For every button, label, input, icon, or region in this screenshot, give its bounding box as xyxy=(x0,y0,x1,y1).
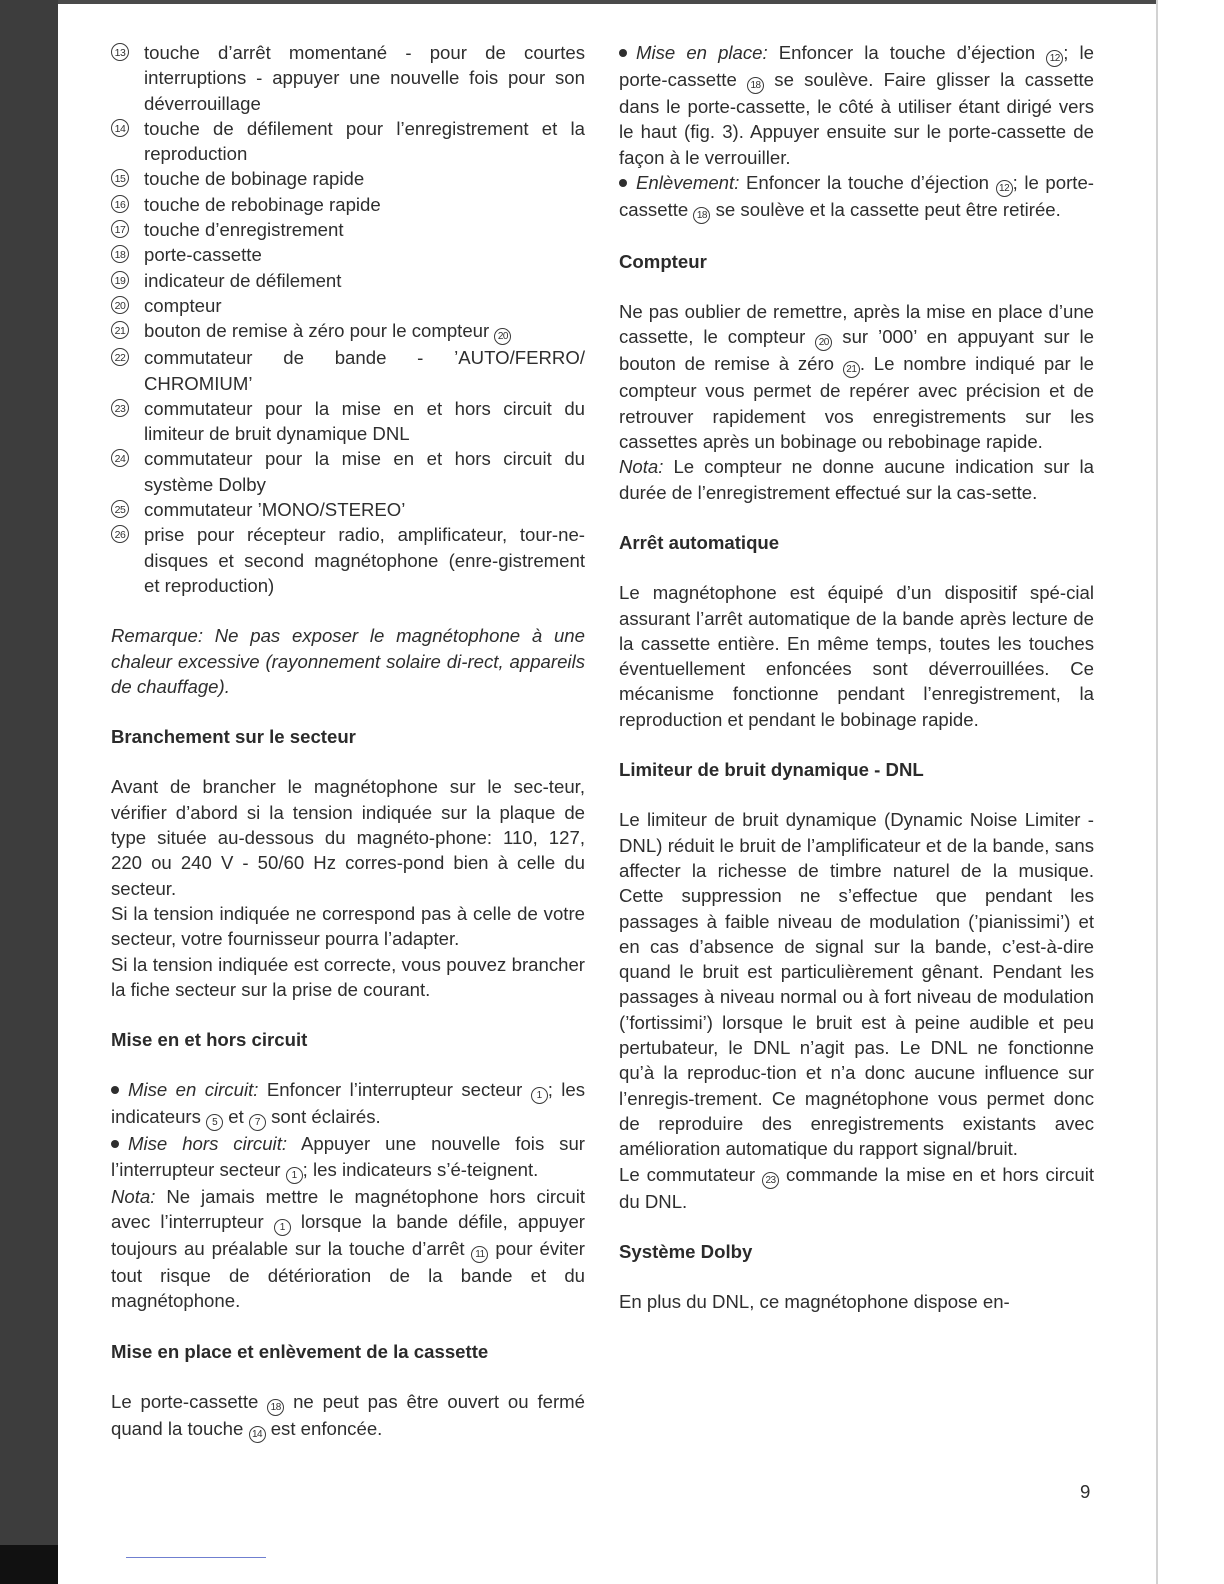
ref-number: 18 xyxy=(693,207,710,224)
item-text: touche de rebobinage rapide xyxy=(144,193,381,215)
scan-edge-left xyxy=(0,0,58,1584)
item-text: compteur xyxy=(144,294,222,316)
paragraph-nota xyxy=(111,1184,585,1314)
label: Mise en circuit: xyxy=(128,1079,259,1101)
ref-number: 18 xyxy=(747,77,764,94)
paragraph-enlevement xyxy=(619,170,1094,224)
item-text: commutateur de bande - ’AUTO/FERRO/ CHROMIUM’ xyxy=(144,347,585,394)
paragraph: En plus du DNL, ce magnétophone dispose en- xyxy=(619,1291,1010,1313)
list-item xyxy=(111,396,585,447)
ref-number: 1 xyxy=(286,1167,303,1184)
bullet-icon xyxy=(619,49,627,57)
label: Enlèvement: xyxy=(636,171,740,193)
paragraph: Le magnétophone est équipé d’un dispositif spé-cial assurant l’arrêt automatique de la bande après lecture de la cassette entière. En même temps, toutes les touches éventuellement enfoncées sont déverrouillées. Ce mécanisme fonctionne pendant l’enregistrement, la reproduction et pendant le bobinage rapide. xyxy=(619,582,1094,730)
paragraph-nota xyxy=(619,454,1094,505)
section-title-dolby: Système Dolby xyxy=(619,1240,753,1262)
ref-number: 20 xyxy=(494,328,511,345)
ref-number: 20 xyxy=(815,334,832,351)
text: ; les indicateurs s’é-teignent. xyxy=(302,1158,539,1180)
item-number: 19 xyxy=(111,271,129,289)
list-item xyxy=(111,242,585,267)
paragraph xyxy=(619,299,1094,454)
text: Ne pas oublier de remettre, après la mise en place d’une cassette, le compteur xyxy=(619,301,1094,348)
paragraph-mise-en-place xyxy=(619,40,1094,170)
remark xyxy=(111,623,585,699)
section-title-branchement: Branchement sur le secteur xyxy=(111,726,356,748)
item-text: porte-cassette xyxy=(144,244,262,266)
text: ; le porte-cassette xyxy=(619,42,1094,90)
list-item xyxy=(111,345,585,396)
section-title-mise-circuit: Mise en et hors circuit xyxy=(111,1029,308,1051)
scan-footer-line xyxy=(126,1557,266,1558)
list-item xyxy=(111,217,585,242)
text: . Le nombre indiqué par le compteur vous permet de repérer avec précision et de retrouver rapidement vos enregistrements sur les cassettes après un bobinage ou rebobinage rapide. xyxy=(619,353,1094,453)
text: sur ’000’ en appuyant sur le bouton de remise à zéro xyxy=(619,326,1094,375)
ref-number: 14 xyxy=(249,1426,266,1443)
ref-number: 12 xyxy=(996,180,1013,197)
list-item xyxy=(111,268,585,293)
item-text: commutateur ’MONO/STEREO’ xyxy=(144,499,406,521)
item-text: bouton de remise à zéro pour le compteur xyxy=(144,320,490,342)
ref-number: 5 xyxy=(206,1114,223,1131)
item-text: commutateur pour la mise en et hors circuit du limiteur de bruit dynamique DNL xyxy=(144,397,585,445)
item-number: 26 xyxy=(111,525,129,543)
text: commande la mise en et hors circuit du DNL. xyxy=(619,1163,1095,1212)
paragraph: Le limiteur de bruit dynamique (Dynamic Noise Limiter - DNL) réduit le bruit de l’amplificateur et de la bande, sans affecter la richesse de timbre naturel de la musique. Cette suppression ne s’effectue que pendant les passages à faible niveau de modulation (’pianissimi’) et en cas d’absence de signal sur la bande, c’est-à-dire quand le bruit est particulièrement gênant. Pendant les passages à niveau normal ou à fort niveau de modulation (’fortissimi’) lorsque le bruit est à peine audible et peu pertubateur, le DNL n’agit pas. Le DNL ne fonctionne qu’à la reproduc-tion et n’a donc aucune influence sur l’enregis-trement. Ce magnétophone vous permet donc de reproduire des enregistrements existants avec amélioration automatique du rapport signal/bruit. xyxy=(619,809,1094,1160)
paragraph-on xyxy=(111,1077,585,1131)
item-text: indicateur de défilement xyxy=(144,269,342,291)
list-item xyxy=(111,192,585,217)
text: Enfoncer la touche d’éjection xyxy=(778,42,1036,63)
item-number: 24 xyxy=(111,449,129,467)
section-title-cassette: Mise en place et enlèvement de la cassette xyxy=(111,1340,489,1362)
paragraph: Si la tension indiquée ne correspond pas à celle de votre secteur, votre fournisseur pourra l’adapter. xyxy=(111,902,585,950)
ref-number: 1 xyxy=(531,1087,548,1104)
text: Enfoncer la touche d’éjection xyxy=(745,171,990,193)
text: lorsque la bande défile, appuyer toujours au préalable sur la touche d’arrêt xyxy=(111,1210,586,1259)
item-text: touche d’arrêt momentané - pour de courtes interruptions - appuyer une nouvelle fois pour son déverrouillage xyxy=(144,42,585,114)
list-item xyxy=(111,166,585,191)
item-text: touche de défilement pour l’enregistrement et la reproduction xyxy=(144,117,585,165)
section-title-dnl: Limiteur de bruit dynamique - DNL xyxy=(619,759,924,781)
page-number: 9 xyxy=(1080,1481,1091,1502)
text: ne peut pas être ouvert ou fermé quand la touche xyxy=(111,1390,585,1439)
text: et xyxy=(228,1106,244,1128)
item-number: 21 xyxy=(111,321,129,339)
paragraph: Si la tension indiquée est correcte, vous pouvez brancher la fiche secteur sur la prise de courant. xyxy=(111,953,585,1000)
item-number: 18 xyxy=(111,245,129,263)
paragraph-off xyxy=(111,1131,585,1183)
item-number: 23 xyxy=(111,399,129,417)
paragraph xyxy=(111,1389,585,1443)
text: Ne jamais mettre le magnétophone hors circuit avec l’interrupteur xyxy=(111,1185,585,1232)
item-number: 15 xyxy=(111,169,129,187)
item-number: 16 xyxy=(111,195,129,213)
text: se soulève. Faire glisser la cassette dans le porte-cassette, le côté à utiliser étant dirigé vers le haut (fig. 3). Appuyer ensuite sur le porte-cassette de façon à le verrouiller. xyxy=(619,69,1095,168)
item-number: 13 xyxy=(111,43,129,61)
paragraph xyxy=(619,1162,1094,1214)
list-item xyxy=(111,116,585,167)
list-item xyxy=(111,446,585,497)
label: Nota: xyxy=(619,456,664,478)
text: Le porte-cassette xyxy=(111,1390,259,1412)
text: Le commutateur xyxy=(619,1163,756,1185)
bullet-icon xyxy=(111,1086,119,1094)
ref-number: 7 xyxy=(249,1114,266,1131)
controls-list xyxy=(111,40,585,598)
label: Nota: xyxy=(111,1185,156,1207)
item-number: 14 xyxy=(111,119,129,137)
ref-number: 18 xyxy=(267,1399,284,1416)
bullet-icon xyxy=(619,179,627,187)
item-number: 17 xyxy=(111,220,129,238)
section-title-arret: Arrêt automatique xyxy=(619,531,780,553)
right-column xyxy=(619,40,1094,1314)
text: ; le porte-cassette xyxy=(619,171,1094,220)
item-number: 22 xyxy=(111,348,129,366)
list-item xyxy=(111,40,585,116)
ref-number: 23 xyxy=(762,1172,779,1189)
item-text: commutateur pour la mise en et hors circuit du système Dolby xyxy=(144,448,585,495)
item-number: 20 xyxy=(111,296,129,314)
item-text: touche de bobinage rapide xyxy=(144,168,365,190)
scan-edge-right xyxy=(1156,0,1224,1584)
list-item xyxy=(111,293,585,318)
ref-number: 21 xyxy=(843,361,860,378)
item-number: 25 xyxy=(111,500,129,518)
remark-text: Remarque: Ne pas exposer le magnétophone à une chaleur excessive (rayonnement solaire di-rect, appareils de chauffage). xyxy=(111,625,585,697)
text: se soulève et la cassette peut être retirée. xyxy=(715,198,1061,220)
scan-edge-notch xyxy=(0,1545,58,1584)
item-text: prise pour récepteur radio, amplificateur, tour-ne-disques et second magnétophone (enre-gistrement et reproduction) xyxy=(144,524,585,596)
scan-edge-top xyxy=(58,0,1156,4)
ref-number: 11 xyxy=(471,1246,488,1263)
list-item xyxy=(111,318,585,345)
paragraph: Avant de brancher le magnétophone sur le sec-teur, vérifier d’abord si la tension indiquée sur la plaque de type située au-dessous du magnéto-phone: 110, 127, 220 ou 240 V - 50/60 Hz corres-pond bien à celle du secteur. xyxy=(111,776,585,899)
section-title-compteur: Compteur xyxy=(619,250,707,272)
list-item xyxy=(111,522,585,598)
left-column xyxy=(111,40,585,1443)
text: Le compteur ne donne aucune indication sur la durée de l’enregistrement effectué sur la cas-sette. xyxy=(619,456,1094,503)
list-item xyxy=(111,497,585,522)
item-text: touche d’enregistrement xyxy=(144,219,344,241)
ref-number: 1 xyxy=(274,1219,291,1236)
text: est enfoncée. xyxy=(270,1417,383,1439)
text: sont éclairés. xyxy=(271,1106,381,1128)
text: ; les indicateurs xyxy=(111,1079,586,1128)
label: Mise en place: xyxy=(636,42,768,63)
bullet-icon xyxy=(111,1140,119,1148)
text: Enfoncer l’interrupteur secteur xyxy=(266,1079,523,1101)
text: pour éviter tout risque de détérioration de la bande et du magnétophone. xyxy=(111,1237,585,1312)
label: Mise hors circuit: xyxy=(128,1133,288,1155)
ref-number: 12 xyxy=(1046,50,1063,67)
text: Appuyer une nouvelle fois sur l’interrupteur secteur xyxy=(111,1133,586,1180)
